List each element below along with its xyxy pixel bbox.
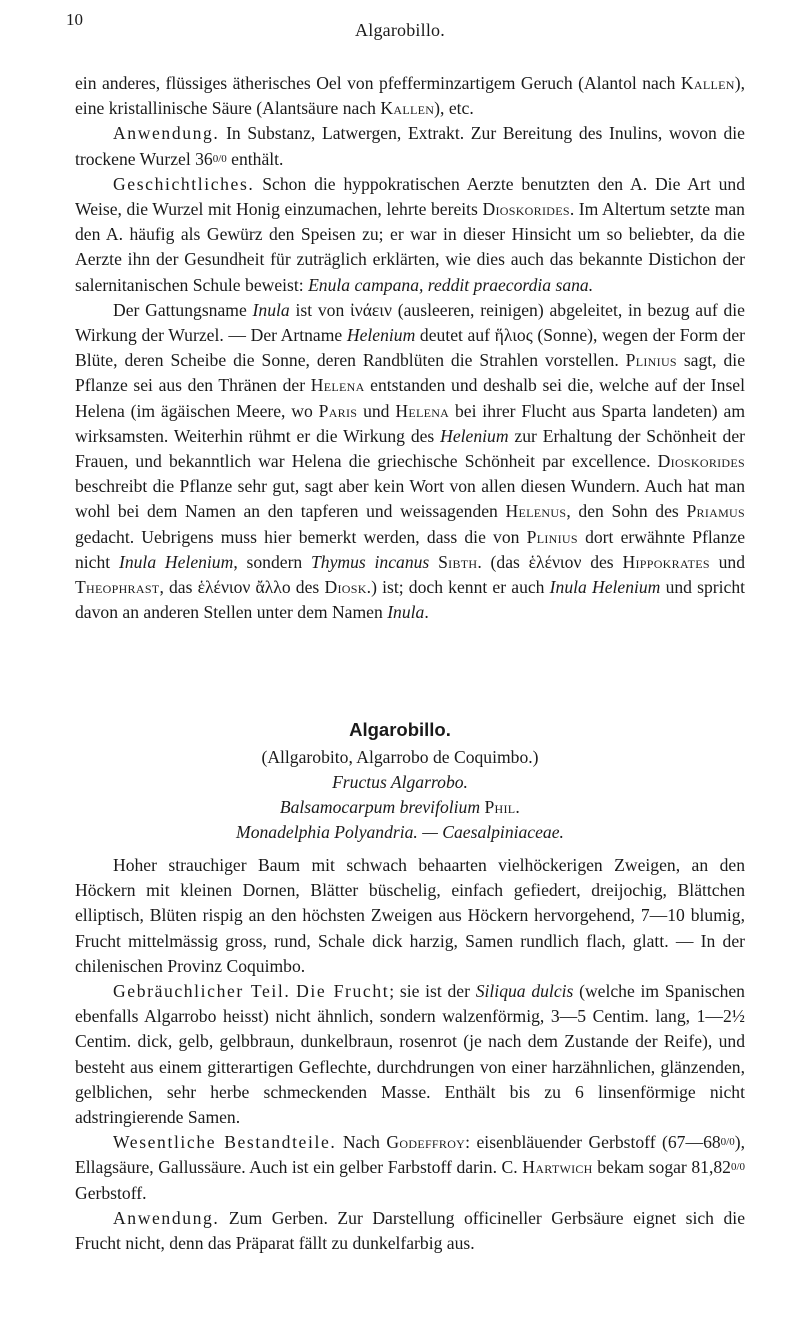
entry-synonyms: (Allgarobito, Algarrobo de Coquimbo.) (261, 747, 539, 767)
paragraph-description: Hoher strauchiger Baum mit schwach behaarten vielhöckerigen Zweigen, an den Höckern mit kleinen Dornen, Blätter büschelig, einfach gefiedert, dreijochig, Blättchen elliptisch, Blüten rispig an den höchsten Zweigen aus Höckern hervorgehend, 7—10 blumig, Frucht mittelmässig gross, rund, Schale dick harzig, Samen rundlich flach, glatt. — In der chilenischen Provinz Coquimbo. (75, 855, 745, 976)
page-number: 10 (66, 10, 83, 29)
paragraph-anwendung-2: Anwendung. Zum Gerben. Zur Darstellung officineller Gerbsäure eignet sich die Frucht nicht, denn das Präparat fällt zu dunkelfarbig aus. (75, 1207, 745, 1254)
entry-title: Algarobillo. (349, 719, 451, 740)
page-header (0, 10, 800, 50)
entry-drug-name: Fructus Algarrobo. (332, 772, 468, 792)
paragraph-used-part: Gebräuchlicher Teil. Die Frucht; sie ist der Siliqua dulcis (welche im Spanischen ebenfalls Algarrobo heisst) nicht ähnlich, sondern walzenförmig, 3—5 Centim. lang, 1—2½ Centim. dick, gelb, gelbbraun, dunkelbraun, rosenrot (je nach dem Zustande der Reife), und besteht aus einem gitterartigen Geflechte, durchdrungen von einer harzähnlichen, glänzenden, gelblichen, sehr herbe schmeckenden Masse. Enthält bis zu 6 linsenförmige nicht adstringierende Samen. (75, 981, 745, 1128)
entry-plant-name: Balsamocarpum brevifolium Phil. (279, 797, 521, 817)
paragraph-constituents-2: Wesentliche Bestandteile. Nach Godeffroy: eisenbläuender Gerbstoff (67—680/0), Ellagsäure, Gallussäure. Auch ist ein gelber Farbstoff darin. C. Hartwich bekam sogar 81,820/0 Gerbstoff. (75, 1132, 746, 1203)
paragraph-etymology: Der Gattungsname Inula ist von ἰνάειν (ausleeren, reinigen) abgeleitet, in bezug auf die Wirkung der Wurzel. — Der Artname Helenium deutet auf ἥλιος (Sonne), wegen der Form der Blüte, deren Scheibe die Sonne, deren Randblüten die Strahlen vorstellen. Plinius sagt, die Pflanze sei aus den Thränen der Helena entstanden und deshalb sei die, welche auf der Insel Helena (im ägäischen Meere, wo Paris und Helena bei ihrer Flucht aus Sparta landeten) am wirksamsten. Weiterhin rühmt er die Wirkung des Helenium zur Erhaltung der Schönheit der Frauen, und bekanntlich war Helena die griechische Schönheit par excellence. Dioskorides beschreibt die Pflanze sehr gut, sagt aber kein Wort von allen diesen Wundern. Auch hat man wohl bei dem Namen an den tapferen und weissagenden Helenus, den Sohn des Priamus gedacht. Uebrigens muss hier bemerkt werden, dass die von Plinius dort erwähnte Pflanze nicht Inula Helenium, sondern Thymus incanus Sibth. (das ἑλένιον des Hippokrates und Theophrast, das ἑλένιον ἄλλο des Diosk.) ist; doch kennt er auch Inula Helenium und spricht davon an anderen Stellen unter dem Namen Inula. (75, 299, 746, 623)
paragraph-anwendung: Anwendung. In Substanz, Latwergen, Extrakt. Zur Bereitung des Inulins, wovon die trockene Wurzel 360/0 enthält. (75, 123, 745, 169)
text-block-algarobillo (75, 853, 745, 1256)
entry-classification: Monadelphia Polyandria. — Caesalpiniaceae. (236, 822, 564, 842)
entry-heading (0, 717, 800, 845)
running-title: Algarobillo. (355, 20, 445, 40)
text-block-alant (75, 71, 745, 625)
paragraph-constituents: ein anderes, flüssiges ätherisches Oel von pfefferminzartigem Geruch (Alantol nach Kallen), eine kristallinische Säure (Alantsäure nach Kallen), etc. (75, 73, 745, 119)
paragraph-geschichtliches: Geschichtliches. Schon die hyppokratischen Aerzte benutzten den A. Die Art und Weise, die Wurzel mit Honig einzumachen, lehrte bereits Dioskorides. Im Altertum setzte man den A. häufig als Gewürz den Speisen zu; er war in dieser Hinsicht um so beliebter, da die Aerzte ihn der Gesundheit für zuträglich erklärten, wie dies auch das bekannte Distichon der salernitanischen Schule beweist: Enula campana, reddit praecordia sana. (75, 173, 745, 295)
